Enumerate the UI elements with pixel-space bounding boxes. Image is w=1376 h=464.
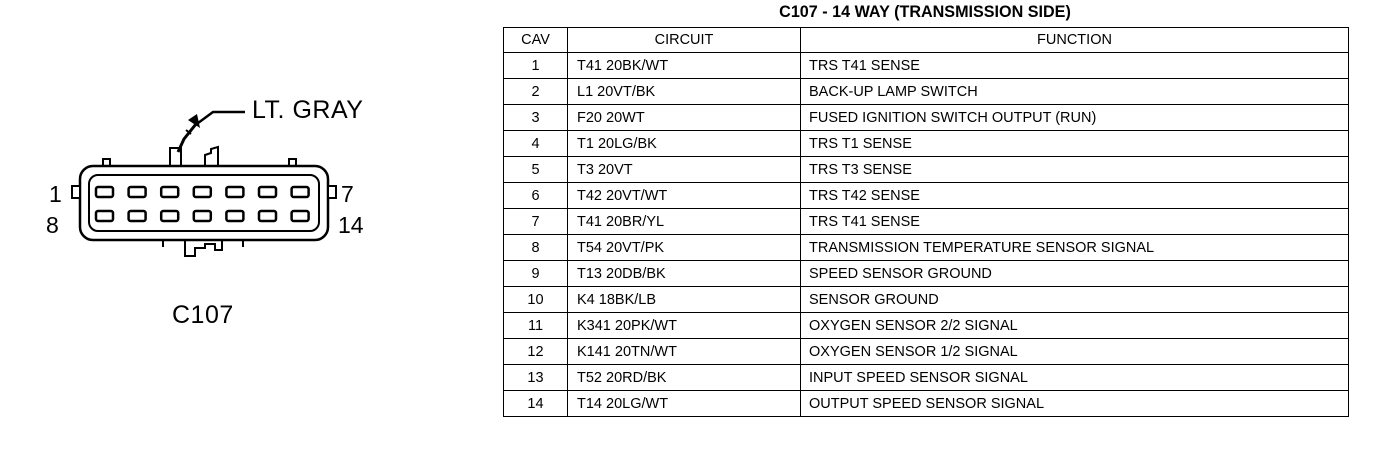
cell-circuit: T41 20BR/YL (568, 209, 801, 235)
table-row (504, 365, 1349, 391)
wire-color-label: LT. GRAY (252, 96, 364, 124)
table-row (504, 183, 1349, 209)
pin-label-last-bottom: 14 (338, 212, 364, 238)
cell-function: SENSOR GROUND (801, 287, 1349, 313)
cell-cav: 3 (504, 105, 568, 131)
cell-circuit: T52 20RD/BK (568, 365, 801, 391)
cell-function: TRS T1 SENSE (801, 131, 1349, 157)
wire-leader-line (194, 112, 245, 126)
table-row (504, 313, 1349, 339)
cell-cav: 2 (504, 79, 568, 105)
cell-circuit: K141 20TN/WT (568, 339, 801, 365)
pin-cavity (129, 187, 146, 197)
cell-cav: 14 (504, 391, 568, 417)
pin-cavity (96, 187, 113, 197)
cell-cav: 6 (504, 183, 568, 209)
cell-cav: 13 (504, 365, 568, 391)
cell-function: TRS T41 SENSE (801, 209, 1349, 235)
pin-cavity (226, 211, 243, 221)
connector-name: C107 (172, 301, 234, 329)
cell-function: TRANSMISSION TEMPERATURE SENSOR SIGNAL (801, 235, 1349, 261)
pin-cavity (161, 187, 178, 197)
pin-label-first-top: 1 (49, 181, 62, 207)
table-row (504, 391, 1349, 417)
cell-cav: 10 (504, 287, 568, 313)
cell-circuit: T1 20LG/BK (568, 131, 801, 157)
cell-function: TRS T42 SENSE (801, 183, 1349, 209)
pin-label-last-top: 7 (341, 181, 354, 207)
cell-function: BACK-UP LAMP SWITCH (801, 79, 1349, 105)
cell-circuit: T54 20VT/PK (568, 235, 801, 261)
header-circuit: CIRCUIT (568, 28, 801, 53)
cell-cav: 1 (504, 53, 568, 79)
cell-function: INPUT SPEED SENSOR SIGNAL (801, 365, 1349, 391)
cell-function: FUSED IGNITION SWITCH OUTPUT (RUN) (801, 105, 1349, 131)
cell-circuit: T42 20VT/WT (568, 183, 801, 209)
cell-cav: 8 (504, 235, 568, 261)
table-row (504, 261, 1349, 287)
table-row (504, 53, 1349, 79)
cell-function: OXYGEN SENSOR 1/2 SIGNAL (801, 339, 1349, 365)
cell-circuit: K341 20PK/WT (568, 313, 801, 339)
cell-circuit: T41 20BK/WT (568, 53, 801, 79)
header-cav: CAV (504, 28, 568, 53)
pinout-table (503, 27, 1349, 417)
pin-cavity (194, 211, 211, 221)
pin-cavity (161, 211, 178, 221)
table-title: C107 - 14 WAY (TRANSMISSION SIDE) (779, 2, 1071, 21)
cell-circuit: T13 20DB/BK (568, 261, 801, 287)
cell-circuit: F20 20WT (568, 105, 801, 131)
table-row (504, 79, 1349, 105)
cell-circuit: T14 20LG/WT (568, 391, 801, 417)
side-ear-right (328, 186, 336, 198)
cell-cav: 12 (504, 339, 568, 365)
cell-function: TRS T41 SENSE (801, 53, 1349, 79)
side-ear-left (72, 186, 80, 198)
bottom-lock-tab (185, 240, 222, 256)
connector-body-inner (89, 175, 319, 231)
cell-function: OXYGEN SENSOR 2/2 SIGNAL (801, 313, 1349, 339)
table-row (504, 235, 1349, 261)
header-function: FUNCTION (801, 28, 1349, 53)
cell-cav: 9 (504, 261, 568, 287)
cell-function: TRS T3 SENSE (801, 157, 1349, 183)
table-row (504, 209, 1349, 235)
pin-cavity (226, 187, 243, 197)
cell-cav: 4 (504, 131, 568, 157)
cell-function: SPEED SENSOR GROUND (801, 261, 1349, 287)
table-row (504, 131, 1349, 157)
table-row (504, 157, 1349, 183)
pin-cavity (292, 211, 309, 221)
pin-cavity (194, 187, 211, 197)
table-row (504, 339, 1349, 365)
cell-function: OUTPUT SPEED SENSOR SIGNAL (801, 391, 1349, 417)
cell-cav: 5 (504, 157, 568, 183)
cell-circuit: L1 20VT/BK (568, 79, 801, 105)
table-header-row (504, 28, 1349, 53)
cell-circuit: T3 20VT (568, 157, 801, 183)
connector-figure (0, 0, 420, 464)
pin-cavity (259, 187, 276, 197)
table-body (504, 53, 1349, 417)
cell-circuit: K4 18BK/LB (568, 287, 801, 313)
pin-cavity (259, 211, 276, 221)
pin-cavity (292, 187, 309, 197)
table-row (504, 105, 1349, 131)
pin-cavity (96, 211, 113, 221)
pin-label-first-bottom: 8 (46, 212, 59, 238)
cell-cav: 11 (504, 313, 568, 339)
pin-cavity (129, 211, 146, 221)
cell-cav: 7 (504, 209, 568, 235)
top-tab-center (205, 147, 218, 166)
table-row (504, 287, 1349, 313)
